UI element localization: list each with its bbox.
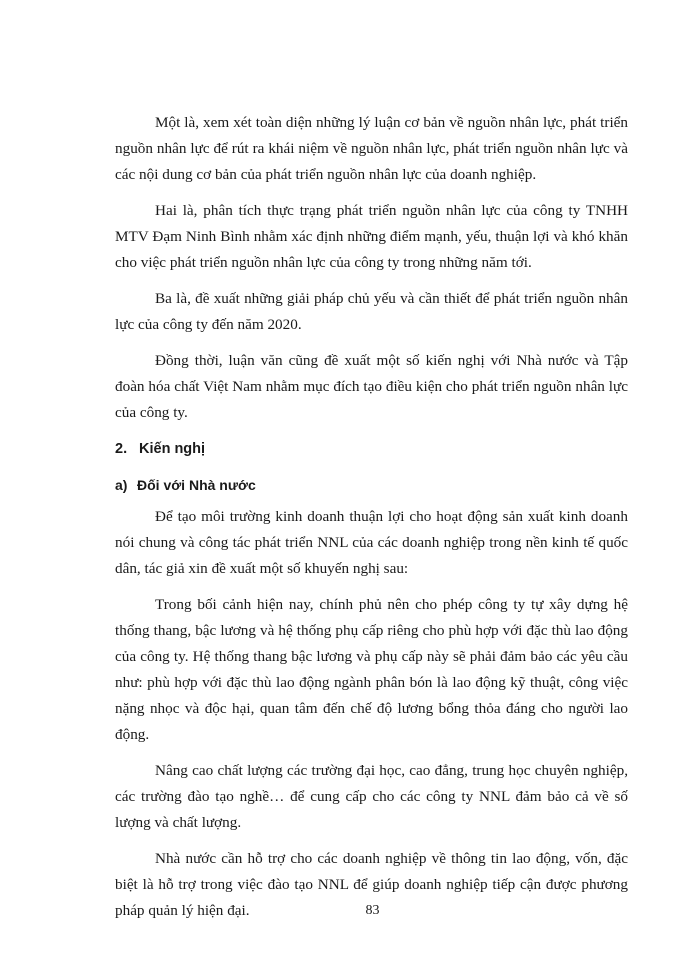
paragraph-hai-la: Hai là, phân tích thực trạng phát triển nguồn nhân lực của công ty TNHH MTV Đạm Ninh Bình nhằm xác định những điểm mạnh, yếu, thuận lợi và khó khăn cho việc phát triển nguồn nhân lực của công ty trong những năm tới.: [115, 202, 628, 271]
paragraph-de-tao: Để tạo môi trường kinh doanh thuận lợi cho hoạt động sản xuất kinh doanh nói chung và công tác phát triển NNL của các doanh nghiệp trong nền kinh tế quốc dân, tác giả xin đề xuất một số khuyến nghị sau:: [115, 508, 628, 577]
document-page: [115, 110, 628, 934]
section-title: Kiến nghị: [139, 441, 206, 457]
paragraph-dong-thoi: Đồng thời, luận văn cũng đề xuất một số kiến nghị với Nhà nước và Tập đoàn hóa chất Việt Nam nhằm mục đích tạo điều kiện cho phát triển nguồn nhân lực của công ty.: [115, 352, 628, 421]
subsection-heading: [115, 472, 628, 498]
subsection-number: a): [115, 477, 128, 493]
page-number: 83: [365, 903, 380, 918]
subsection-title: Đối với Nhà nước: [137, 477, 256, 493]
paragraph-ba-la: Ba là, đề xuất những giải pháp chủ yếu và cần thiết để phát triển nguồn nhân lực của công ty đến năm 2020.: [115, 290, 628, 333]
paragraph-nang-cao: Nâng cao chất lượng các trường đại học, cao đẳng, trung học chuyên nghiệp, các trường đào tạo nghề… để cung cấp cho các công ty NNL đảm bảo cả về số lượng và chất lượng.: [115, 762, 628, 831]
paragraph-trong-boi-canh: Trong bối cảnh hiện nay, chính phủ nên cho phép công ty tự xây dựng hệ thống thang, bậc lương và hệ thống phụ cấp riêng cho phù hợp với đặc thù lao động của công ty. Hệ thống thang bậc lương và phụ cấp này sẽ phải đảm bảo các yêu cầu như: phù hợp với đặc thù lao động ngành phân bón là lao động kỹ thuật, công việc nặng nhọc và độc hại, quan tâm đến chế độ lương bổng thỏa đáng cho người lao động.: [115, 596, 628, 743]
paragraph-mot-la: Một là, xem xét toàn diện những lý luận cơ bản về nguồn nhân lực, phát triển nguồn nhân lực để rút ra khái niệm về nguồn nhân lực, phát triển nguồn nhân lực và các nội dung cơ bản của phát triển nguồn nhân lực của doanh nghiệp.: [115, 114, 628, 183]
section-heading: [115, 436, 628, 462]
section-number: 2.: [115, 441, 128, 457]
paragraph-nha-nuoc: Nhà nước cần hỗ trợ cho các doanh nghiệp về thông tin lao động, vốn, đặc biệt là hỗ trợ trong việc đào tạo NNL để giúp doanh nghiệp tiếp cận được phương pháp quản lý hiện đại.: [115, 850, 628, 919]
